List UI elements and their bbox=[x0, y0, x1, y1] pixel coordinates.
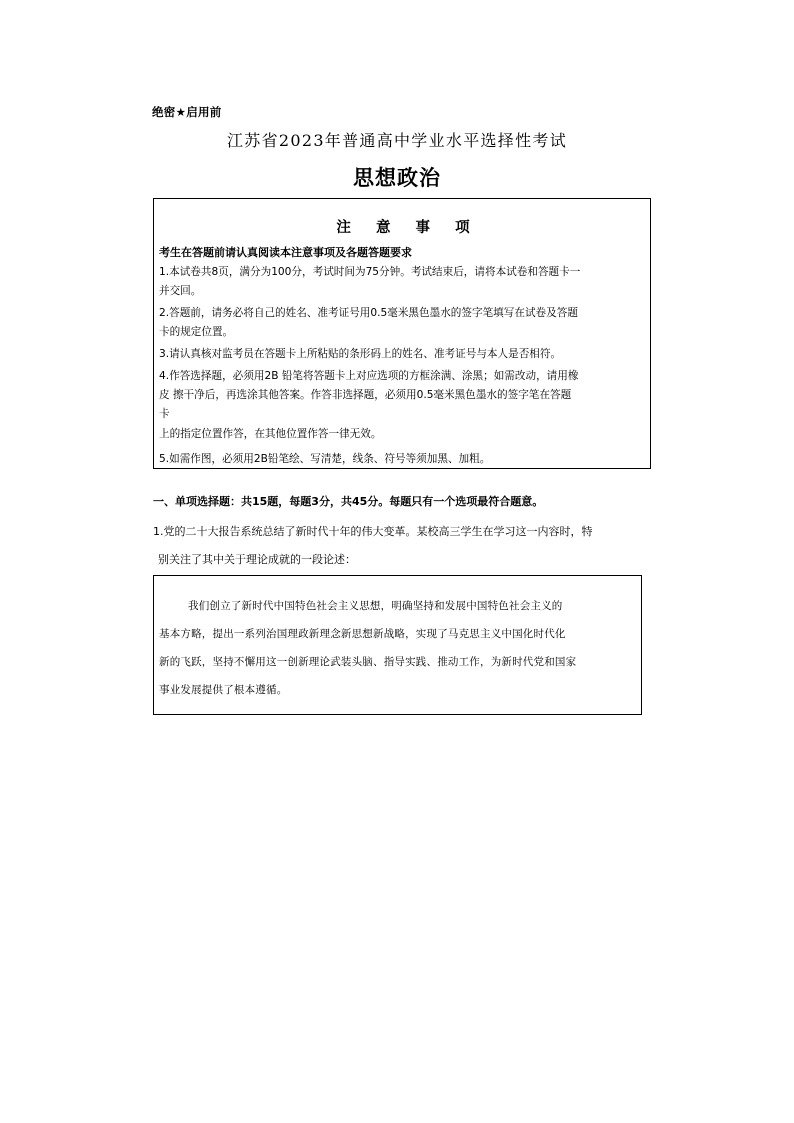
exam-title: 江苏省2023年普通高中学业水平选择性考试 bbox=[226, 131, 568, 150]
notice-line: 皮 擦干净后，再选涂其他答案。作答非选择题，必须用0.5毫米黑色墨水的签字笔在答题 bbox=[159, 389, 572, 401]
notice-line: 卡 bbox=[159, 408, 170, 420]
notice-line: 卡的规定位置。 bbox=[159, 326, 234, 338]
quote-line: 新的飞跃，坚持不懈用这一创新理论武装头脑、指导实践、推动工作，为新时代党和国家 bbox=[159, 656, 577, 668]
notice-line: 上的指定位置作答，在其他位置作答一律无效。 bbox=[159, 428, 382, 440]
section-heading: 一、单项选择题：共15题，每题3分，共45分。每题只有一个选项最符合题意。 bbox=[153, 495, 544, 508]
subject-title: 思想政治 bbox=[353, 166, 441, 190]
quote-line: 事业发展提供了根本遵循。 bbox=[159, 684, 288, 696]
question-1-line-1: 1.党的二十大报告系统总结了新时代十年的伟大变革。某校高三学生在学习这一内容时，特 bbox=[153, 525, 593, 538]
notice-item-1 bbox=[159, 263, 647, 301]
notice-line: 2.答题前，请务必将自己的姓名、准考证号用0.5毫米黑色墨水的签字笔填写在试卷及答题 bbox=[159, 307, 578, 319]
notice-item-2 bbox=[159, 304, 647, 342]
notice-box bbox=[153, 198, 651, 469]
quote-line: 基本方略，提出一系列治国理政新理念新思想新战略，实现了马克思主义中国化时代化 bbox=[159, 628, 566, 640]
notice-item-4 bbox=[159, 367, 647, 424]
quote-line: 我们创立了新时代中国特色社会主义思想，明确坚持和发展中国特色社会主义的 bbox=[188, 600, 563, 612]
question-1-line-2: 别关注了其中关于理论成就的一段论述： bbox=[158, 553, 356, 566]
notice-lead: 考生在答题前请认真阅读本注意事项及各题答题要求 bbox=[159, 246, 412, 259]
notice-line: 1.本试卷共8页，满分为100分，考试时间为75分钟。考试结束后，请将本试卷和答题卡一 bbox=[159, 266, 581, 278]
notice-heading: 注 意 事 项 bbox=[336, 220, 480, 236]
quote-box bbox=[153, 575, 642, 715]
notice-line: 4.作答选择题，必须用2B 铅笔将答题卡上对应选项的方框涂满、涂黑；如需改动，请用橡 bbox=[159, 370, 579, 382]
notice-line: 3.请认真核对监考员在答题卡上所粘贴的条形码上的姓名、准考证号与本人是否相符。 bbox=[159, 348, 562, 360]
notice-item-3 bbox=[159, 345, 647, 364]
notice-line: 5.如需作图，必须用2B铅笔绘、写清楚，线条、符号等须加黑、加粗。 bbox=[159, 453, 491, 465]
confidential-mark: 绝密★启用前 bbox=[152, 105, 222, 119]
notice-item-5 bbox=[159, 450, 647, 469]
notice-line: 并交回。 bbox=[159, 285, 202, 297]
notice-item-4-cont bbox=[159, 425, 647, 444]
